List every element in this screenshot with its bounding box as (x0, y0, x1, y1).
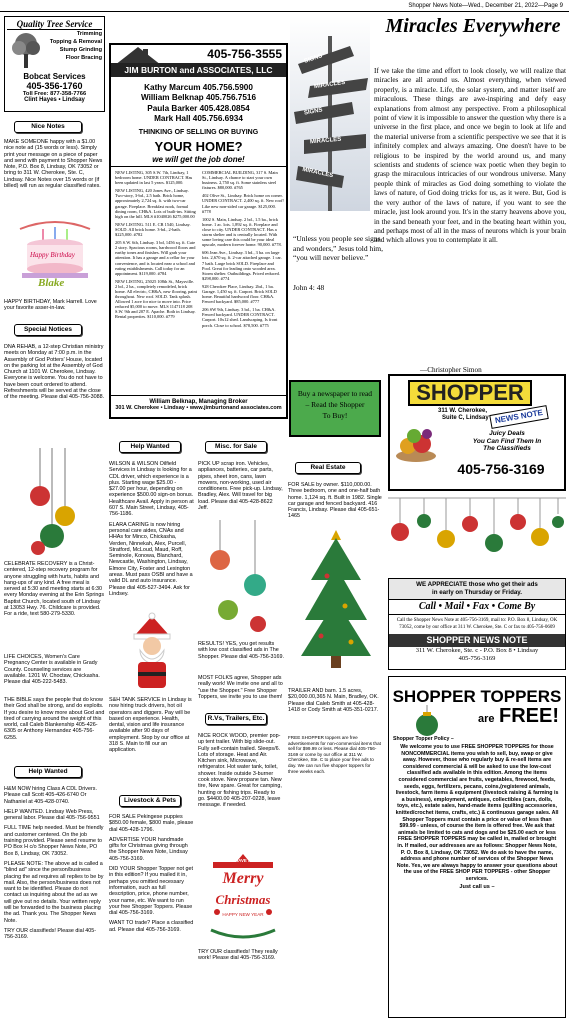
sign-word: MIRACLES (301, 166, 334, 180)
misc-for-sale-text: PICK UP scrap iron. Vehicles, appliances, batteries, car parts, pipes, sheet iron, cans, lawn mowers, non-working, used air conditioners. Free pick-up. Lindsay, Bradley, Alex. Will travel for big load. Please dial 405-428-8622 Jeff. (198, 461, 283, 512)
did-you-item: DID YOUR Shopper Topper not get in this edition? If you mailed it in, perhaps you omitted necessary information, such as full description, price, phone number, your name, etc. We want to run your free Shopper Toppers. Please dial 405-756-3169. (109, 866, 194, 917)
help-wanted-list-mid (109, 461, 194, 601)
sn-address: 311 W. Cherokee, Ste. c - P.O. Box 8 • Lindsay (415, 647, 539, 654)
fruit-image (394, 416, 438, 464)
real-estate-header: Real Estate (295, 462, 361, 474)
advertise-item: ADVERTISE YOUR handmade gifts for Christmas giving through the Shopper News Note, Lindsay 405-756-3169. (109, 836, 188, 862)
sign-word: SIGNS (303, 53, 324, 65)
toppers-policy-text: We welcome you to use FREE SHOPPER TOPPERS for those NONCOMMERCIAL items you wish to sell, buy, swap or give away. However, those who regularly buy & re-sell items are considered commercial & will be asked to use the low-cost classified ads available in this edition. Among the items considered commercial are fruits, vegetables, firewood, feeds, seeds, eggs, fertilizers, pecans, coins,(registered animals, livestock, farm items & equipment (livestock raising & farming is a business), employment, antiques, collectibles (cars, dolls, toys, etc.), estate sales, hand-made items (quilting accessories, knitted/crochet items, crafts, etc.) & continuous garage sales. All Shopper Toppers must contain a price or value of less than $99.99 - unless, of course the item is offered free. We ask that animals be limited to cats and dogs and be $25.00 each or less FREE SHOPPER TOPPERS may be called in, mailed or brought in. If mailed, our addresses are as follows: Shopper News Note, P. O. Box 8, Lindsay, OK 73052. We do ask to have the name, address and phone number of services of the Shopper News Note. Yes, we are always happy to answer your questions about the use of the FREE SHOP PER TOPPERS - other Shopper services. (395, 744, 559, 882)
help-wanted-item: PLEASE NOTE: The above ad is called a "blind ad" since the person/business placing the ad requires all replies to be by mail. Also, the person/business does not want to be identified. Please do not contact us inquiring about the ad as we will give out no details. Your written reply will be forwarded to the business placing the ad. Thank you. The Shopper News Note. (4, 860, 104, 924)
help-wanted-item: WILSON & WILSON Oilfield Services in Lindsay is looking for a CDL driver, which experience is a plus. Starting wage $25.00 - $27.00 per hour, depending on experience $500.00 sign-on bonus. Healthcare Avail. Apply in person at 607 S. Main Street, Lindsay, 405-756-1186. (109, 461, 194, 518)
listing: 1002 S. Main, Lindsay. 2 bd., 1.5 ba., brick home. 1 ac. lots. 1,892 sq. ft. Fireplace and close to city. UNDER CONTRACT. Has a storm shelter and is centrally located. With some loving care this could be your ideal upscale, modern forever home. 90,000. #778. (202, 216, 282, 248)
livestock-list (109, 814, 194, 933)
special-notices-text: DNA REHAB, a 12-step Christian ministry meets on Monday at 7:00 p.m. in the Assembly of God Potters' House, located on the parking lot at the Assembly of God Church at 1101 W. Cherokee, Lindsay. Everyone is welcome. You do not have to have been court ordered to attend. Refreshments will be served at the close of the meeting. Please dial 405-756-3088. (4, 344, 105, 401)
rvs-header: R.Vs, Trailers, Etc. (205, 713, 267, 725)
toppers-title-are: are (478, 713, 495, 725)
call-text: Call the Shopper News Note at 405-756-3169, mail to: P.O. Box 8, Lindsay, OK 73052, come by our office at 311 W. Cherokee, Ste. C or fax to 405-756-0609 (396, 618, 558, 630)
sign-word: MIRACLES (313, 79, 346, 91)
shopper-logo: SHOPPER (408, 380, 532, 406)
miracles-title: Miracles Everywhere (385, 15, 561, 37)
buy-newspaper-box (289, 380, 381, 437)
help-wanted-list-left (4, 786, 105, 941)
scripture-ref: John 4: 48 (293, 283, 325, 292)
masthead-rule (0, 11, 569, 12)
life-choices-text: LIFE CHOICES, Women's Care Pregnancy Center is available in Grady County. Counseling services are available. 1201 W. Choctaw, Chickasha. Please dial 405-222-5483. (4, 654, 100, 686)
help-wanted-header-left: Help Wanted (14, 766, 82, 778)
quality-tree-person: Clint Hayes • Lindsay (24, 97, 85, 103)
thinking-text: THINKING OF SELLING OR BUYING (138, 129, 259, 136)
listing: 206 SW 9th, Lindsay. 3 bd., 1 ba. CH&A. Fenced backyard. UNDER CONTRACT. Carport. 10x12 shed. Landscaping. Is front porch. Close to school. $78,500. #775 (202, 307, 278, 328)
help-wanted-item: H&M NOW hiring Class A CDL Drivers. Please call Scott 405-426-6740 Or Nathaniel at 405-428-0740. (4, 786, 97, 805)
results-text: RESULTS! YES, you get results with low cost classified ads in The Shopper. Please dial 405-756-3169. (198, 641, 285, 660)
birthday-cake-image (12, 215, 98, 293)
juicy-line2: You Can Find Them In (472, 437, 542, 445)
realty-company: JIM BURTON and ASSOCIATES, LLC (111, 63, 286, 77)
realty-divider (111, 166, 286, 167)
service-topping: Topping & Removal (49, 39, 102, 45)
sn-phone: 405-756-3169 (458, 655, 496, 662)
shopper-ad (388, 374, 566, 491)
birthday-art-text: Happy Birthday (30, 251, 75, 259)
toppers-title-free: FREE! (499, 705, 559, 727)
bible-text: THE BIBLE says the people that do know their God shall be strong, and do exploits. If you desire to know more about God and tired of carrying around the weight of this world, call Caleb Blankenship 405-426-6305 or Anthony Hernandez 405-756-6255. (4, 697, 105, 741)
buy-newspaper-line3: To Buy! (322, 411, 348, 420)
agent-william: William Belknap 405.756.7516 (140, 93, 257, 103)
we-get-text: we will get the job done! (152, 155, 245, 164)
free-toppers-text: FREE SHOPPER toppers are free advertisements for non-commercial items that sell for $99.99 or less. Please dial 405-756-3169 or come by our office at 311 W. Cherokee, Ste. C to place your free ads to day. We can run five shopper toppers for three weeks each. (288, 735, 381, 774)
listing: 402 Olive St., Lindsay. Brick home on corner. UNDER CONTRACT. 2,400 sq. ft. New roof! Like new non-sided car garage. $125,000. #778 (202, 193, 284, 214)
listing: 606 Jean Ave., Lindsay. 3 bd., 3 ba. on large lots. 2,670 sq. ft. 2-car attached garage. 1 car. 7 bath. Large brick SOLD. Fireplace and Pool. Great for leading onto wooded area. Storm shelter. Outbuildings. Priced reduced. $298,000. #774 (202, 250, 282, 281)
miracles-body: If we take the time and effort to look closely, we will realize that miracles are all around us. Almost everything, when viewed properly, is a miracle. Life, the solar system, and matter itself are miraculous. These things are awe-inspiring and defy easy explanations from almost any perspective. From a philosophical point of view it is impossible to answer the question why there is a universe in the first place, and once we begin to look at life and the material universe from a scientific perspective we see that it is infinitely complex and always amazing. One doesn't have to be religious to be inspired by the world around us, and many scientists and students of science wax poetic when they begin to grasp the miraculous intricacies of our wondrous universe. Many people think of miracles as God doing something to violate the laws of nature, of God doing tricks for us, as it were. But, God is the very author of the laws of nature, if you want to see the miracle, just look around you. It's in the starry heavens above you, in the sand beneath your feet, and in the beating heart within you, and perhaps most of all in the mass of neurons which is your brain and which allows you to contemplate it all. (374, 67, 566, 245)
nice-notes-text: MAKE SOMEONE happy with a $1.00 nice note ad (15 words or less). Simply print your message on a piece of paper and send with payment to Shopper News Note, P.O. Box 8, Lindsay, OK 73052 or bring to 311 W. Cherokee, Ste. C, Lindsay. Nice Notes over 15 words or (if billed) will run as regular classified rates. (4, 139, 103, 190)
listing: NEW LISTING, 420 Jones Ave., Lindsay. Two-story, 3-bd., 2.5 bath. Brick home, approximately 2,724 sq. ft. with two-car garage. Fireplace. Breakfast nook, formal dining room, CH&A. Lots of built-ins. Sitting high on the hill. MLS #1040026 $275,000.00 (115, 188, 196, 219)
listing: NEW LISTING, 305 S.W. 7th, Lindsay, 1 bedroom home. UNDER CONTRACT. Has been updated in last 5 years. $125,000. (115, 170, 193, 186)
news-note-badge: NEWS NOTE (489, 405, 549, 429)
agent-mark: Mark Hall 405.756.6934 (154, 114, 243, 124)
listing: COMMERCIAL BUILDING, 317 S. Main St., Lindsay. A chance to start your own business. 2,750 sq. ft. Some stainless steel fixtures. $80,000. #765 (202, 170, 278, 191)
merry-christmas-image (205, 852, 281, 944)
tree-icon (7, 30, 45, 70)
just-call-text: Just call us – (459, 884, 495, 891)
christmas-text: Christmas (215, 892, 271, 907)
s-h-tank-text: S&H TANK SERVICE in Lindsay is now hiring truck drivers, hot oil operators and diggers. Pay will be based on experience. Health, dental, vision and life insurance available after 90 days of employment. Stop by our office at 318 S. Main to fill our an application. (109, 697, 192, 754)
have-a-text: HAVE A (234, 858, 252, 863)
birthday-text: HAPPY BIRTHDAY, Mark Harrell. Love your favorite asser-in-law. (4, 299, 97, 312)
livestock-item: FOR SALE Pekingese puppies $850.00 female, $800 male, please dial 405-428-1796. (109, 814, 194, 833)
quality-tree-ad (4, 16, 105, 112)
sign-word: SIGNS (303, 107, 324, 117)
santa-image (118, 612, 186, 692)
listing: 205 S.W. 6th, Lindsay. 3 bd, 1456 sq. ft. Cute 2 story. Spacious rooms, hardwood floors and earthy tones and finishes. Will grab your attention. It has a garage and a cellar for your convenience, and is located near a school and eating establishments. Call today for an appointment. $119,000. #784 (115, 240, 196, 276)
quality-tree-title: Quality Tree Service (7, 19, 102, 30)
bobcat-services: Bobcat Services (23, 72, 86, 81)
realty-broker: William Belknap, Managing Broker (149, 399, 248, 405)
service-floor: Floor Bracing (65, 55, 102, 61)
nice-rock-text: NICE ROCK WOOD, premier pop- up tent trailer. With big slide-out. Fully self-contain trailed. Sleeps/6. Lots of storage. Heat and Air. Kitchen sink, Microwave, refrigerator. Hot water tank, toilet, shower. Inside outside 3-burner cook stove. New propane tan. New tire, New spare. Great for camping, hunting or fishing trips. Ready to go. $4400.00 405-207-0228, leave message. if needed. (198, 733, 282, 809)
merry-text: Merry (222, 870, 264, 887)
jim-burton-ad (109, 43, 288, 419)
livestock-header: Livestock & Pets (119, 795, 181, 807)
call-mail-fax: Call • Mail • Fax • Come By (389, 599, 565, 615)
signs-miracles-image (290, 16, 370, 211)
listings-left (115, 170, 197, 320)
realty-phone: 405-756-3555 (207, 47, 282, 61)
service-trimming: Trimming (76, 31, 102, 37)
ornament-strip-image (388, 494, 566, 574)
sign-word: MIRACLES (309, 136, 342, 146)
buy-newspaper-line1: Buy a newspaper to read (297, 389, 373, 398)
sn-note-bar: SHOPPER NEWS NOTE (389, 634, 565, 647)
service-stump: Stump Grinding (59, 47, 102, 53)
scripture-quote: “Unless you people see signs and wonders,” Jesus told him, “you will never believe.” (293, 234, 383, 262)
want-trade-item: WANT TO trade? Place a classified ad. Please dial 405-756-3169. (109, 920, 194, 933)
agent-kathy: Kathy Marcum 405.756.5900 (144, 83, 253, 92)
trailer-text: TRAILER AND barn. 1.5 acres, $20,000.00,365 N. Main, Bradley, OK. Please dial Caleb Smith at 405-428-1418 or Cody Smith at 405-351-0217. (288, 688, 379, 713)
try-classifieds-text: TRY OUR classifieds! They really work! Please dial 405-756-3169. (198, 949, 278, 962)
toppers-title-line1: SHOPPER TOPPERS (392, 687, 562, 706)
toppers-policy-label: Shopper Topper Policy – (393, 736, 454, 742)
miracles-author: —Christopher Simon (420, 366, 482, 374)
help-wanted-item: HELP WANTED. Lindsay Web Press, general labor. Please dial 405-756-9551 (4, 808, 100, 822)
special-notices-header: Special Notices (14, 324, 82, 336)
celebrate-recovery-text: CELEBRATE RECOVERY is a Christ-centered, 12-step recovery program for anyone struggling with hurts, habits and hang-ups of any kind. A free meal is served at 5:30 and meeting starts at 6:30 every Monday evening at the Erin Springs Baptist Church, located south of Lindsay at 13053 Hwy. 76. Childcare is provided. For a ride, text 580-279-5330. (4, 561, 105, 618)
agent-paula: Paula Barker 405.428.0854 (147, 103, 250, 113)
buy-newspaper-line2: – Read the Shopper (305, 400, 365, 409)
appreciate-line1: WE APPRECIATE those who get their ads (416, 581, 538, 588)
quality-tree-phone: 405-356-1760 (26, 81, 83, 91)
most-folks-text: MOST FOLKS agree, Shopper ads really work! We invite one and all to "use the Shopper." Free Shopper Toppers, we invite you to use them! (198, 675, 283, 700)
shopper-toppers-box (388, 676, 566, 1018)
christmas-tree-image (301, 530, 371, 670)
quality-tree-tollfree: Toll Free: 877-358-7766 (22, 91, 87, 97)
help-wanted-item: ELARA CARING is now hiring personal care aides, CNAs and HHAs for Minco, Chickasha, Verden, Ninnekah, Alex, Purcell, Stratford, McLoud, Maud, Roff, Seminole, Konowa, Blanchard, Newcastle, Washington, Lindsay, Elmore City, Foster and Lexington areas. Must pass OSBI and have a valid DL and auto insurance. Please dial 405-527-3494. Ask for Lindsey. (109, 521, 193, 597)
realty-address: 301 W. Cherokee • Lindsay • www.jimburtonand associates.com (115, 405, 282, 411)
your-home-text: YOUR HOME? (154, 139, 243, 154)
help-wanted-item: FULL TIME help needed. Must be friendly and customer centered. On the job training provided. Please send resume to PO Box H c/o Shopper News Note, PO Box 8, Lindsay, OK 73052. (4, 825, 104, 857)
listings-right (202, 170, 284, 328)
real-estate-text: FOR SALE by owner. $110,000.00. Three bedroom, one and one-half bath home. 1,124 sq. ft. Built in 1982. Single car garage and fenced backyard. 416 Francis, Lindsay. Please dial 405-651-1465 (288, 482, 382, 520)
appreciate-line2: in early on Thursday or Friday. (432, 589, 522, 596)
shopper-phone: 405-756-3169 (457, 461, 545, 477)
ornament-cluster-image (20, 448, 90, 560)
birthday-name: Blake (38, 277, 65, 289)
listing: NEW LISTING, 25025 108th St., Maysville. 2 bd., 2 ba., completely remodeled, brick home. All electric, CH&A, new flooring, paint throughout. New roof. SOLD. Tank splash. Allowed 1 acre for nice to move into. Price reduced $5,000 to move. MLS 1147118 208 S.W. 9th and 207 E. Apache. Both in Lindsay. Rental properties. $110,000. #779 (115, 278, 197, 320)
juicy-line1: Juicy Deals (489, 430, 525, 437)
help-wanted-header-mid: Help Wanted (119, 441, 181, 453)
listing: NEW LISTING. 511 E. CR 1540, Lindsay. SOLD. All brick home. 3-bd., 2-bath. $225,000. #782 (115, 221, 191, 238)
nice-notes-header: Nice Notes (14, 121, 82, 133)
juicy-line3: The Classifieds (483, 445, 531, 453)
misc-for-sale-header: Misc. for Sale (205, 441, 267, 453)
toppers-ornament-image (407, 705, 447, 739)
masthead: Shopper News Note—Wed., December 21, 2022—Page 9 (408, 3, 563, 9)
appreciate-box (388, 578, 566, 670)
shopper-address1: 311 W. Cherokee, (438, 408, 488, 414)
shopper-address2: Suite C, Lindsay (442, 415, 489, 421)
listing: 928 Cherokee Place, Lindsay. 2bd., 1 ba. Garage. 1,450 sq. ft. Carport. Brick SOLD home. Beautiful hardwood floor. CH&A. Fenced backyard. $85,000. #777 (202, 283, 277, 305)
happy-new-year-text: HAPPY NEW YEAR (222, 912, 264, 917)
help-wanted-item: TRY OUR classifieds! Please dial 405-756-3169. (4, 927, 97, 941)
ornaments-image (200, 520, 280, 640)
